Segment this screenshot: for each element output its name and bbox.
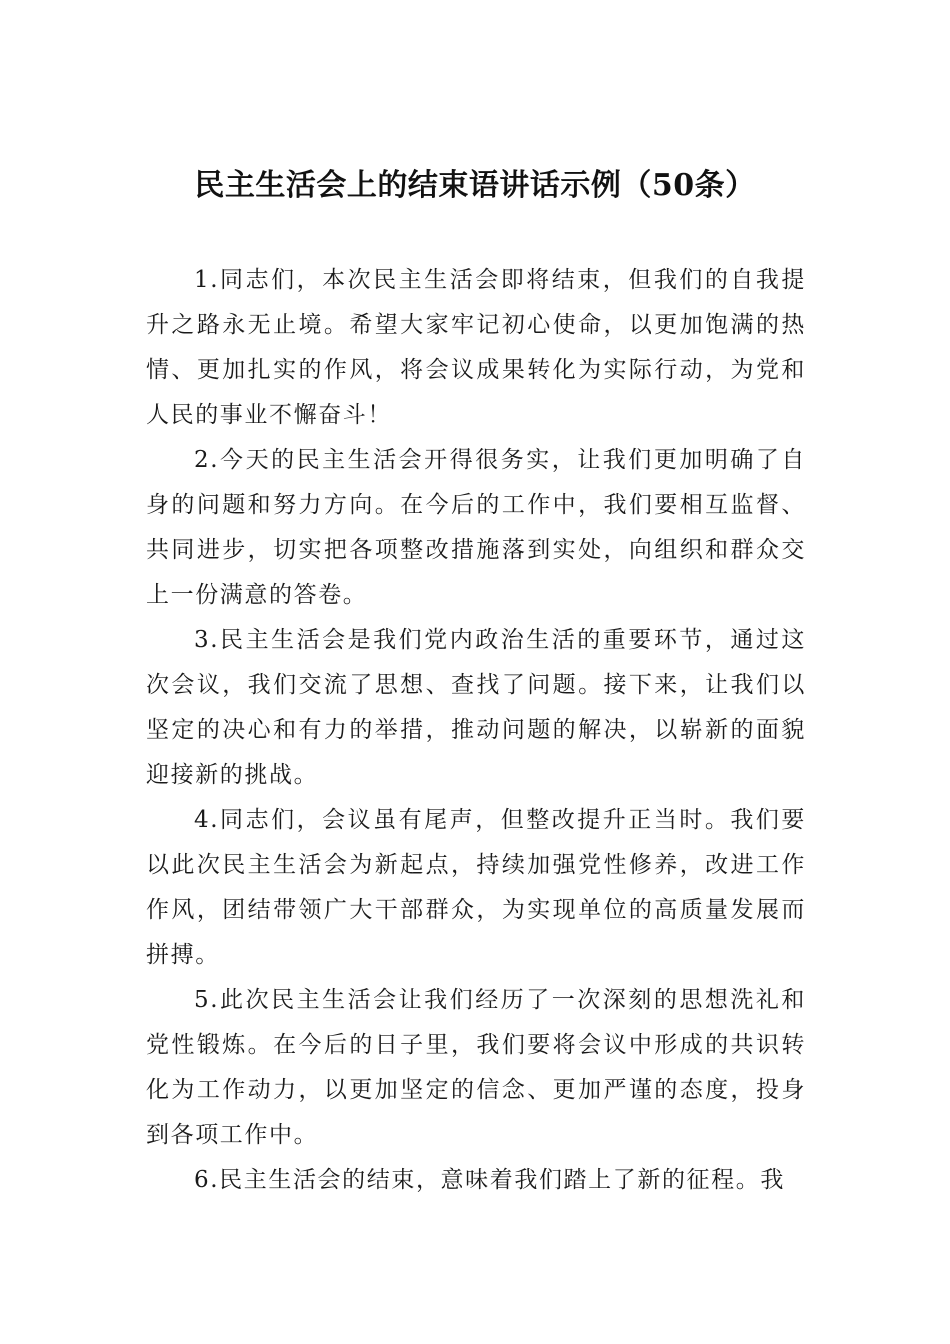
paragraph-2: 2.今天的民主生活会开得很务实，让我们更加明确了自身的问题和努力方向。在今后的工作中，我们要相互监督、共同进步，切实把各项整改措施落到实处，向组织和群众交上一份满意的答卷。 [146,447,806,608]
document-title: 民主生活会上的结束语讲话示例（50条） [194,168,756,203]
paragraph-1: 1.同志们，本次民主生活会即将结束，但我们的自我提升之路永无止境。希望大家牢记初心使命，以更加饱满的热情、更加扎实的作风，将会议成果转化为实际行动，为党和人民的事业不懈奋斗！ [146,267,806,428]
paragraph-6: 6.民主生活会的结束，意味着我们踏上了新的征程。我 [194,1167,785,1193]
document-body [146,258,806,1203]
paragraph-5: 5.此次民主生活会让我们经历了一次深刻的思想洗礼和党性锻炼。在今后的日子里，我们要将会议中形成的共识转化为工作动力，以更加坚定的信念、更加严谨的态度，投身到各项工作中。 [146,987,806,1148]
paragraph-4: 4.同志们，会议虽有尾声，但整改提升正当时。我们要以此次民主生活会为新起点，持续加强党性修养，改进工作作风，团结带领广大干部群众，为实现单位的高质量发展而拼搏。 [146,807,806,968]
paragraph-3: 3.民主生活会是我们党内政治生活的重要环节，通过这次会议，我们交流了思想、查找了问题。接下来，让我们以坚定的决心和有力的举措，推动问题的解决，以崭新的面貌迎接新的挑战。 [146,627,806,788]
